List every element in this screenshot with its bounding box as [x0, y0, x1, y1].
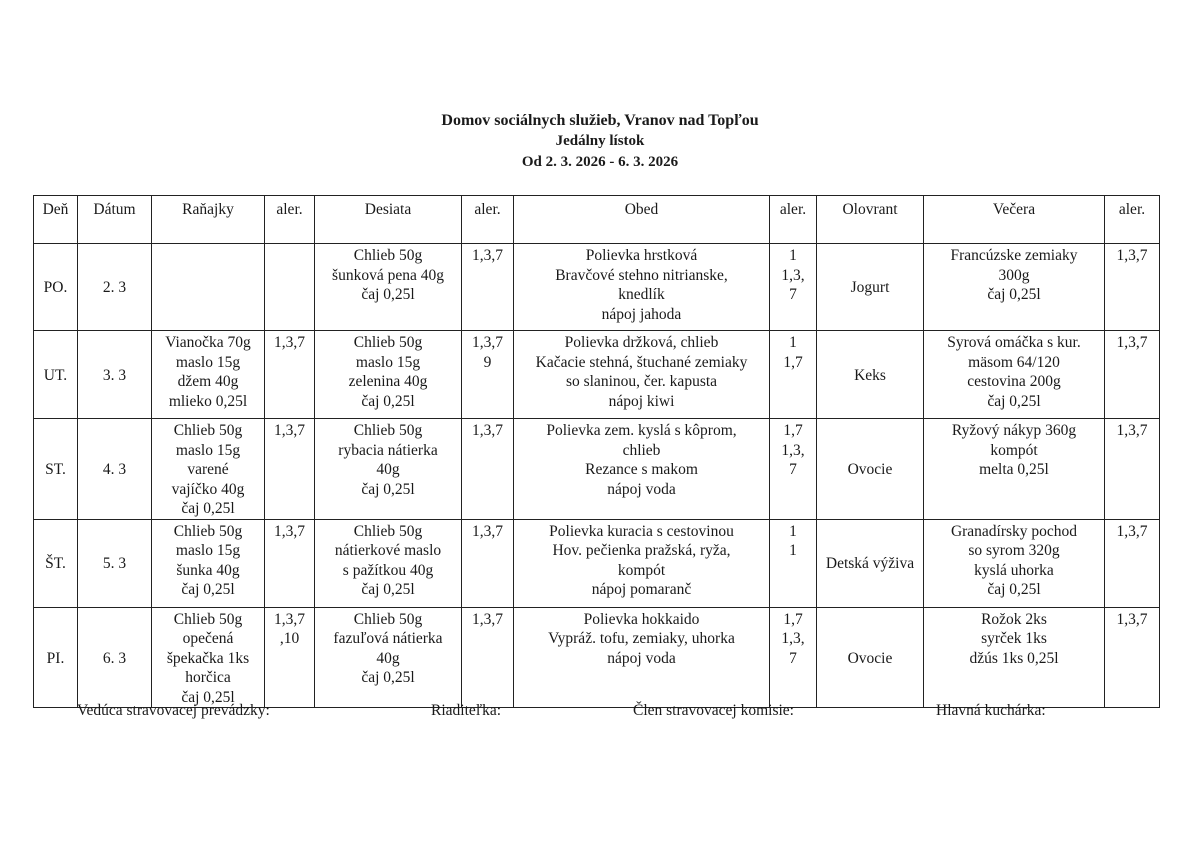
table-row — [34, 331, 1160, 419]
menu-period: Od 2. 3. 2026 - 6. 3. 2026 — [521, 154, 679, 170]
cell-line: Chlieb 50g — [353, 522, 423, 540]
cell-line: džús 1ks 0,25l — [969, 649, 1059, 667]
cell-line: 1,7 — [783, 422, 803, 439]
cell-line: čaj 0,25l — [181, 581, 235, 598]
cell-line: maslo 15g — [175, 353, 241, 371]
dinner-allergens-cell — [1105, 607, 1160, 708]
cell-line: 1,3, — [781, 630, 805, 647]
cell-line: Polievka držková, chlieb — [564, 334, 719, 351]
breakfast-allergens-cell — [265, 331, 315, 419]
cell-line: 1,3,7 — [472, 610, 503, 628]
breakfast-allergens-cell — [265, 607, 315, 708]
afternoon-snack-cell: Jogurt — [817, 244, 924, 331]
cell-line: nápoj jahoda — [601, 305, 682, 323]
cell-line: maslo 15g — [355, 353, 421, 371]
cell-line: 1 — [789, 334, 797, 351]
cell-line: Bravčové stehno nitrianske, — [555, 266, 728, 284]
cell-line: čaj 0,25l — [181, 500, 235, 517]
date-cell: 4. 3 — [78, 419, 152, 520]
dinner-cell — [924, 244, 1105, 331]
cell-line: 1,3,7 — [472, 247, 503, 264]
cell-line: nátierkové maslo — [334, 542, 442, 559]
cell-line: 1,3,7 — [1116, 422, 1148, 439]
cell-line: kyslá uhorka — [974, 561, 1054, 579]
cell-line: Chlieb 50g — [353, 247, 423, 264]
dinner-cell — [924, 419, 1105, 520]
document-header — [0, 110, 1200, 173]
cell-line: čaj 0,25l — [361, 581, 415, 598]
lunch-cell — [514, 607, 770, 708]
day-cell: ŠT. — [34, 519, 78, 607]
breakfast-cell — [152, 519, 265, 607]
cell-line: Kačacie stehná, štuchané zemiaky — [535, 353, 748, 371]
cell-line: Rezance s makom — [585, 461, 698, 478]
director-signature-label: Riaditeľka: — [431, 702, 501, 719]
snack-cell — [315, 331, 462, 419]
column-header: Deň — [34, 196, 78, 244]
afternoon-snack-cell: Detská výživa — [817, 519, 924, 607]
column-header: Olovrant — [817, 196, 924, 244]
cell-line: horčica — [185, 669, 231, 686]
table-row — [34, 419, 1160, 520]
cell-line: džem 40g — [177, 373, 239, 390]
cell-line: 1,3,7 — [1116, 247, 1148, 264]
cell-line: rybacia nátierka — [338, 441, 438, 459]
snack-allergens-cell — [462, 244, 514, 331]
column-header: aler. — [770, 196, 817, 244]
cell-line: Chlieb 50g — [353, 334, 423, 351]
dinner-allergens-cell — [1105, 331, 1160, 419]
column-header: Večera — [924, 196, 1105, 244]
date-cell: 5. 3 — [78, 519, 152, 607]
cell-line: 1,3, — [781, 441, 805, 459]
lunch-cell — [514, 244, 770, 331]
cell-line: špekačka 1ks — [166, 649, 250, 667]
column-header: aler. — [462, 196, 514, 244]
snack-allergens-cell — [462, 519, 514, 607]
lunch-cell — [514, 519, 770, 607]
dinner-allergens-cell — [1105, 244, 1160, 331]
cell-line: 1 — [789, 247, 797, 264]
lunch-allergens-cell — [770, 244, 817, 331]
breakfast-allergens-cell — [265, 519, 315, 607]
dinner-cell — [924, 607, 1105, 708]
column-header: aler. — [1105, 196, 1160, 244]
cell-line: zelenina 40g — [348, 373, 428, 390]
menu-table — [33, 195, 1160, 708]
cell-line: 1 — [789, 522, 797, 540]
column-header: Desiata — [315, 196, 462, 244]
cell-line: 1,3,7 — [472, 334, 503, 351]
cell-line: 1,7 — [783, 610, 803, 628]
dinner-cell — [924, 331, 1105, 419]
table-row — [34, 607, 1160, 708]
cook-signature-label: Hlavná kuchárka: — [936, 702, 1046, 719]
cell-line: maslo 15g — [175, 441, 241, 459]
column-header: Raňajky — [152, 196, 265, 244]
cell-line: 1,3,7 — [274, 522, 305, 540]
cell-line: 1,3,7 — [472, 422, 503, 439]
cell-line: Polievka hokkaido — [583, 610, 700, 628]
dinner-allergens-cell — [1105, 519, 1160, 607]
cell-line: kompót — [990, 441, 1038, 459]
breakfast-cell — [152, 419, 265, 520]
snack-cell — [315, 607, 462, 708]
snack-allergens-cell — [462, 331, 514, 419]
cell-line: Polievka kuracia s cestovinou — [549, 522, 734, 540]
lunch-allergens-cell — [770, 519, 817, 607]
cell-line: Francúzske zemiaky — [950, 247, 1078, 264]
menu-title: Jedálny lístok — [555, 133, 645, 149]
column-header: Dátum — [78, 196, 152, 244]
cell-line: nápoj voda — [607, 649, 676, 667]
cell-line: čaj 0,25l — [361, 392, 415, 410]
cell-line: 1,3, — [781, 266, 805, 284]
cell-line: syrček 1ks — [981, 630, 1047, 647]
cell-line: Ryžový nákyp 360g — [951, 422, 1077, 439]
breakfast-allergens-cell — [265, 244, 315, 331]
cell-line: 7 — [789, 649, 797, 667]
cell-line: 1,3,7 — [1116, 334, 1148, 351]
breakfast-cell — [152, 607, 265, 708]
cell-line: 40g — [376, 461, 400, 478]
cell-line: knedlík — [618, 286, 665, 303]
cell-line: čaj 0,25l — [987, 581, 1041, 598]
cell-line: mlieko 0,25l — [168, 392, 248, 410]
cell-line: Polievka zem. kyslá s kôprom, — [546, 422, 737, 439]
cell-line: nápoj pomaranč — [591, 581, 692, 598]
cell-line: čaj 0,25l — [987, 392, 1041, 410]
cell-line: Rožok 2ks — [981, 610, 1047, 628]
cell-line: 1 — [789, 542, 797, 559]
cell-line: Polievka hrstková — [585, 247, 698, 264]
manager-signature-label: Vedúca stravovacej prevádzky: — [77, 702, 270, 719]
afternoon-snack-cell: Ovocie — [817, 419, 924, 520]
dinner-allergens-cell — [1105, 419, 1160, 520]
snack-allergens-cell — [462, 607, 514, 708]
cell-line: s pažítkou 40g — [342, 561, 434, 579]
cell-line: ,10 — [279, 630, 300, 647]
institution-title: Domov sociálnych služieb, Vranov nad Topľou — [441, 112, 759, 129]
cell-line: melta 0,25l — [979, 461, 1049, 478]
breakfast-allergens-cell — [265, 419, 315, 520]
snack-cell — [315, 419, 462, 520]
cell-line: Vianočka 70g — [165, 334, 251, 351]
cell-line: čaj 0,25l — [361, 480, 415, 498]
cell-line: 1,3,7 — [274, 422, 305, 439]
cell-line: čaj 0,25l — [181, 688, 235, 706]
cell-line: so slaninou, čer. kapusta — [565, 373, 718, 390]
cell-line: nápoj voda — [607, 480, 676, 498]
cell-line: so syrom 320g — [968, 542, 1060, 559]
cell-line: 1,3,7 — [472, 522, 503, 540]
cell-line: cestovina 200g — [967, 373, 1061, 390]
breakfast-cell — [152, 244, 265, 331]
cell-line: čaj 0,25l — [987, 286, 1041, 303]
cell-line: mäsom 64/120 — [968, 353, 1060, 371]
signature-footer — [0, 702, 1200, 726]
cell-line: čaj 0,25l — [361, 286, 415, 303]
cell-line: kompót — [617, 561, 666, 579]
afternoon-snack-cell: Ovocie — [817, 607, 924, 708]
table-row — [34, 244, 1160, 331]
day-cell: ST. — [34, 419, 78, 520]
day-cell: PO. — [34, 244, 78, 331]
lunch-cell — [514, 331, 770, 419]
cell-line: 9 — [483, 353, 492, 371]
table-row — [34, 519, 1160, 607]
cell-line: Chlieb 50g — [173, 610, 243, 628]
lunch-allergens-cell — [770, 607, 817, 708]
cell-line: Chlieb 50g — [353, 610, 423, 628]
column-header: aler. — [265, 196, 315, 244]
table-header-row — [34, 196, 1160, 244]
cell-line: opečená — [182, 630, 234, 647]
lunch-cell — [514, 419, 770, 520]
cell-line: čaj 0,25l — [361, 669, 415, 686]
cell-line: fazuľová nátierka — [333, 630, 443, 647]
cell-line: 1,3,7 — [274, 334, 305, 351]
cell-line: 7 — [789, 286, 797, 303]
lunch-allergens-cell — [770, 419, 817, 520]
cell-line: Vypráž. tofu, zemiaky, uhorka — [548, 630, 735, 647]
afternoon-snack-cell: Keks — [817, 331, 924, 419]
cell-line: 1,3,7 — [1116, 522, 1148, 540]
day-cell: UT. — [34, 331, 78, 419]
snack-allergens-cell — [462, 419, 514, 520]
cell-line: Syrová omáčka s kur. — [947, 334, 1081, 351]
cell-line: šunka 40g — [176, 561, 240, 579]
date-cell: 2. 3 — [78, 244, 152, 331]
cell-line: šunková pena 40g — [332, 266, 444, 284]
lunch-allergens-cell — [770, 331, 817, 419]
snack-cell — [315, 519, 462, 607]
cell-line: 7 — [789, 461, 797, 478]
dinner-cell — [924, 519, 1105, 607]
cell-line: 40g — [376, 649, 400, 667]
cell-line: Chlieb 50g — [173, 422, 243, 439]
committee-signature-label: Člen stravovacej komisie: — [633, 702, 794, 719]
cell-line: 1,3,7 — [1116, 610, 1148, 628]
date-cell: 3. 3 — [78, 331, 152, 419]
column-header: Obed — [514, 196, 770, 244]
snack-cell — [315, 244, 462, 331]
day-cell: PI. — [34, 607, 78, 708]
cell-line: 300g — [998, 266, 1030, 284]
cell-line: Chlieb 50g — [173, 522, 243, 540]
cell-line: varené — [187, 461, 229, 478]
cell-line: 1,7 — [783, 353, 803, 371]
cell-line: Hov. pečienka pražská, ryža, — [552, 542, 731, 559]
cell-line: chlieb — [622, 441, 661, 459]
cell-line: maslo 15g — [175, 542, 241, 559]
date-cell: 6. 3 — [78, 607, 152, 708]
cell-line: Chlieb 50g — [353, 422, 423, 439]
cell-line: nápoj kiwi — [608, 392, 675, 410]
cell-line: vajíčko 40g — [171, 480, 245, 498]
breakfast-cell — [152, 331, 265, 419]
cell-line: 1,3,7 — [274, 610, 305, 628]
cell-line: Granadírsky pochod — [950, 522, 1078, 540]
